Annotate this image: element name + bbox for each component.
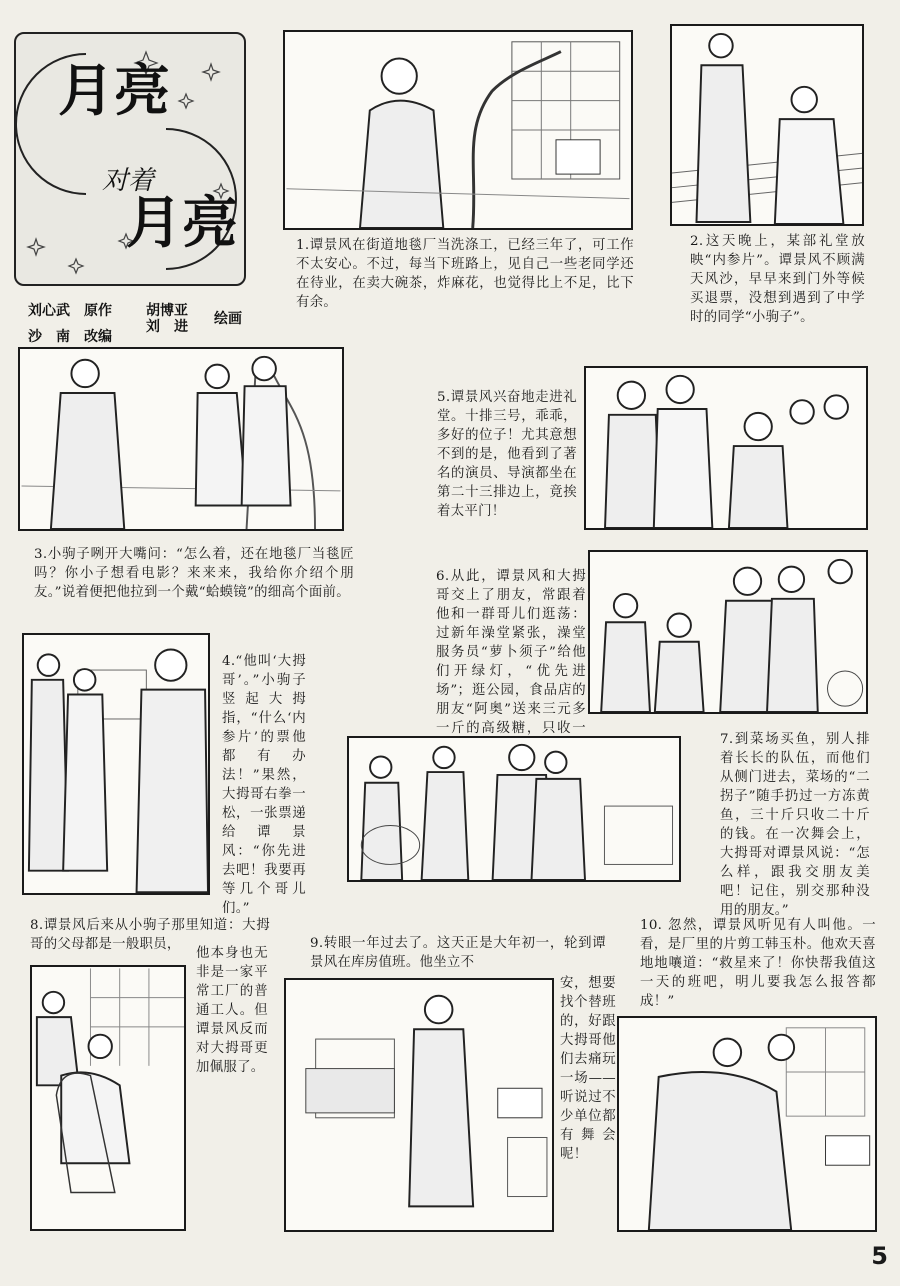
panel-9-drawing xyxy=(286,980,552,1230)
panel-2-drawing xyxy=(672,26,862,224)
panel-9-illustration xyxy=(284,978,554,1232)
panel-8-drawing xyxy=(32,967,184,1229)
caption-3: 3.小驹子咧开大嘴问：“怎么着，还在地毯厂当毯匠吗？你小子想看电影？来来来，我给你介绍个朋友。”说着便把他拉到一个戴“蛤蟆镜”的细高个面前。 xyxy=(34,547,354,600)
caption-9-b: 安，想要找个替班的，好跟大拇哥他们去痛玩一场——听说过不少单位都有舞会呢！ xyxy=(560,976,616,1162)
caption-2: 2.这天晚上，某部礼堂放映“内参片”。谭景风不顾满天风沙，早早来到门外等候买退票，没想到遇到了中学时的同学“小驹子”。 xyxy=(690,234,865,325)
panel-4-illustration xyxy=(22,633,210,895)
caption-9-a: 9.转眼一年过去了。这天正是大年初一，轮到谭景风在库房值班。他坐立不 xyxy=(310,936,606,970)
title-box xyxy=(14,32,246,286)
caption-6: 6.从此，谭景风和大拇哥交上了朋友，常跟着他和一群哥儿们逛荡：过新年澡堂紧张，澡堂服务员“萝卜须子”给他们开绿灯，“优先进场”；逛公园，食品店的朋友“阿奥”送来三元多一斤的高级糖，只收一 xyxy=(436,569,586,736)
panel-5-drawing xyxy=(586,368,866,528)
title-line2: 月亮 xyxy=(126,191,238,256)
caption-1: 1.谭景风在街道地毯厂当洗涤工，已经三年了，可工作不太安心。不过，每当下班路上，见自己一些老同学还在待业，在卖大碗茶，炸麻花，也觉得比上不足，比下有余。 xyxy=(296,238,634,310)
panel-6-drawing xyxy=(590,552,866,712)
panel-3-illustration xyxy=(18,347,344,531)
panel-10-illustration xyxy=(617,1016,877,1232)
caption-8-b: 他本身也无非是一家平常工厂的普通工人。但谭景风反而对大拇哥更加佩服了。 xyxy=(196,946,268,1075)
credit-original: 刘心武 原作 xyxy=(28,303,112,319)
panel-7-illustration xyxy=(347,736,681,882)
title-middle: 对着 xyxy=(102,166,155,196)
panel-10-drawing xyxy=(619,1018,875,1230)
page-number: 5 xyxy=(871,1242,888,1270)
credit-adapter: 沙 南 改编 xyxy=(28,329,112,345)
title-line1: 月亮 xyxy=(58,59,170,124)
caption-5: 5.谭景风兴奋地走进礼堂。十排三号，乖乖，多好的位子！尤其意想不到的是，他看到了著名的演员、导演都坐在第二十三排边上，竟挨着太平门！ xyxy=(437,390,577,519)
panel-2-illustration xyxy=(670,24,864,226)
panel-1-drawing xyxy=(285,32,631,228)
credit-artist-1: 胡博亚 xyxy=(146,303,188,319)
caption-8-a: 8.谭景风后来从小驹子那里知道：大拇哥的父母都是一般职员， xyxy=(30,918,270,952)
credit-artist-2: 刘 进 xyxy=(146,319,188,335)
caption-10: 10. 忽然，谭景风听见有人叫他。一看，是厂里的片剪工韩玉朴。他欢天喜地地嚷道：“救星来了！你快帮我值这一天的班吧，明儿要我怎么报答都成！” xyxy=(640,918,876,1009)
panel-7-drawing xyxy=(349,738,679,880)
caption-7: 7.到菜场买鱼，别人排着长长的队伍，而他们从侧门进去，菜场的“二拐子”随手扔过一方冻黄鱼，三十斤只收二十斤的钱。在一次舞会上，大拇哥对谭景风说：“怎么样，跟我交朋友美吧！记住，别交那种没用的朋友。” xyxy=(720,732,870,918)
credit-artist-role: 绘画 xyxy=(214,311,242,327)
caption-4: 4.“他叫‘大拇哥’。”小驹子竖起大拇指，“什么‘内参片’的票他都有办法！”果然，大拇哥右拳一松，一张票递给谭景风：“你先进去吧！我要再等几个哥儿们。” xyxy=(222,654,306,916)
panel-5-illustration xyxy=(584,366,868,530)
panel-6-illustration xyxy=(588,550,868,714)
panel-8-illustration xyxy=(30,965,186,1231)
panel-3-drawing xyxy=(20,349,342,529)
panel-1-illustration xyxy=(283,30,633,230)
panel-4-drawing xyxy=(24,635,208,893)
